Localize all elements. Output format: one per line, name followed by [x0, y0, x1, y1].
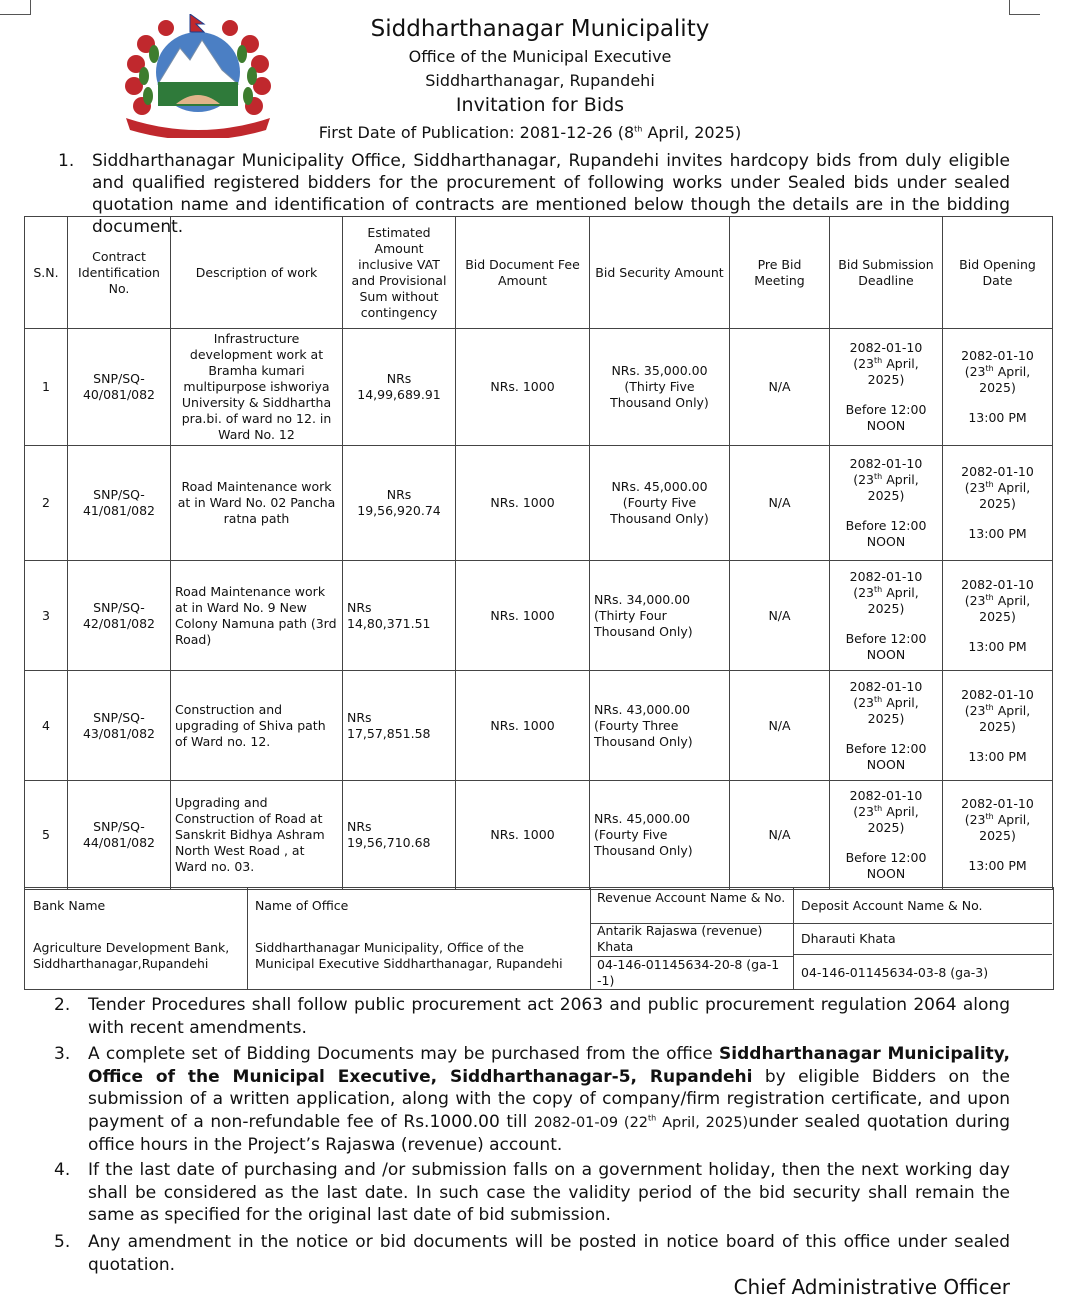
date-line: 2082-01-10 (23th April, 2025) — [961, 348, 1034, 395]
cell-sn: 1 — [25, 329, 68, 446]
header-description: Description of work — [171, 217, 343, 329]
cell-fee: NRs. 1000 — [456, 781, 590, 890]
municipality-title: Siddharthanagar Municipality — [370, 16, 710, 42]
cell-opening — [943, 671, 1053, 781]
date-line: 2082-01-10 (23th April, 2025) — [849, 340, 923, 387]
time-line: 13:00 PM — [968, 638, 1027, 654]
cell-contract: SNP/SQ-40/081/082 — [68, 329, 171, 446]
time-line: Before 12:00 NOON — [845, 740, 927, 772]
revenue-label: Revenue Account Name & No. — [597, 890, 786, 905]
publication-date: First Date of Publication: 2081-12-26 (8th April, 2025) — [318, 123, 742, 142]
header-opening: Bid Opening Date — [943, 217, 1053, 329]
divider — [793, 888, 794, 989]
cell-opening — [943, 329, 1053, 446]
bank-name: Agriculture Development Bank, Siddharthanagar,Rupandehi — [33, 940, 230, 971]
divider — [590, 888, 591, 989]
deposit-label: Deposit Account Name & No. — [801, 898, 983, 913]
cell-fee: NRs. 1000 — [456, 446, 590, 561]
table-row — [25, 781, 1053, 890]
cell-estimate: NRs 17,57,851.58 — [343, 671, 456, 781]
time-line: 13:00 PM — [968, 748, 1027, 764]
cell-contract: SNP/SQ-41/081/082 — [68, 446, 171, 561]
cell-deadline — [830, 671, 943, 781]
time-line: 13:00 PM — [968, 410, 1027, 425]
time-line: Before 12:00 NOON — [845, 630, 927, 662]
cell-description: Road Maintenance work at in Ward No. 9 New Colony Namuna path (3rd Road) — [171, 561, 343, 671]
cell-description: Construction and upgrading of Shiva path of Ward no. 12. — [171, 671, 343, 781]
notice-heading: Invitation for Bids — [455, 94, 625, 116]
cell-contract: SNP/SQ-44/081/082 — [68, 781, 171, 890]
paragraph-number: 1. — [58, 151, 75, 171]
date-line: 2082-01-10 (23th April, 2025) — [849, 678, 923, 726]
bids-table — [24, 216, 1053, 890]
paragraph-number: 4. — [54, 1160, 71, 1180]
cell-opening — [943, 781, 1053, 890]
bank-details — [24, 887, 1054, 990]
cell-sn: 3 — [25, 561, 68, 671]
time-line: 13:00 PM — [968, 526, 1027, 541]
cell-sn: 4 — [25, 671, 68, 781]
cell-description: Infrastructure development work at Bramha kumari multipurpose ishworiya University & Siddhartha pra.bi. of ward no 12. in Ward No. 12 — [171, 329, 343, 446]
cell-deadline — [830, 781, 943, 890]
header-security: Bid Security Amount — [590, 217, 730, 329]
paragraph-3 — [54, 1043, 1010, 1157]
paragraph-4 — [54, 1159, 1010, 1227]
cell-estimate: NRs 19,56,710.68 — [343, 781, 456, 890]
cell-fee: NRs. 1000 — [456, 329, 590, 446]
cell-contract: SNP/SQ-42/081/082 — [68, 561, 171, 671]
cell-prebid: N/A — [730, 671, 830, 781]
paragraph-number: 3. — [54, 1044, 71, 1064]
paragraph-text: If the last date of purchasing and /or submission falls on a government holiday, then the next working day shall be considered as the last date. In such case the validity period of the bid security shall remain the same as specified for the original last date of bid submission. — [88, 1160, 1010, 1225]
date-line: 2082-01-10 (23th April, 2025) — [961, 796, 1034, 843]
table-row — [25, 446, 1053, 561]
cell-prebid: N/A — [730, 781, 830, 890]
time-line: Before 12:00 NOON — [845, 518, 927, 549]
cell-contract: SNP/SQ-43/081/082 — [68, 671, 171, 781]
paragraph-5 — [54, 1231, 1010, 1276]
time-line: Before 12:00 NOON — [845, 402, 927, 433]
deposit-account-name: Dharauti Khata — [801, 931, 896, 946]
cell-opening — [943, 446, 1053, 561]
divider — [793, 954, 1052, 955]
paragraph-number: 5. — [54, 1232, 71, 1252]
table-header-row — [25, 217, 1053, 329]
revenue-account-no: 04-146-01145634-20-8 (ga-1 -1) — [597, 957, 780, 988]
header-prebid: Pre Bid Meeting — [730, 217, 830, 329]
header-contract: Contract Identification No. — [68, 217, 171, 329]
date-line: 2082-01-10 (23th April, 2025) — [849, 456, 923, 503]
header-deadline: Bid Submission Deadline — [830, 217, 943, 329]
table-row — [25, 671, 1053, 781]
cell-security: NRs. 45,000.00 (Fourty Five Thousand Only) — [590, 781, 730, 890]
header-fee: Bid Document Fee Amount — [456, 217, 590, 329]
date-line: 2082-01-10 (23th April, 2025) — [849, 788, 923, 835]
paragraph-text: Any amendment in the notice or bid documents will be posted in notice board of this office under sealed quotation. — [88, 1232, 1010, 1275]
deposit-account-no: 04-146-01145634-03-8 (ga-3) — [801, 965, 989, 980]
paragraph-text: A complete set of Bidding Documents may be purchased from the office Siddharthanagar Municipality, Office of the Municipal Executive, Siddharthanagar-5, Rupandehi by eligible Bidders on the submission of a written application, along with the copy of company/firm registration certificate, and upon payment of a non-refundable fee of Rs.1000.00 till 2082-01-09 (22th April, 2025)under sealed quotation during office hours in the Project’s Rajaswa (revenue) account. — [88, 1044, 1010, 1155]
signature-title: Chief Administrative Officer — [733, 1275, 1010, 1299]
cell-description: Upgrading and Construction of Road at Sanskrit Bidhya Ashram North West Road , at Ward no. 03. — [171, 781, 343, 890]
cell-security: NRs. 43,000.00 (Fourty Three Thousand Only) — [590, 671, 730, 781]
cell-prebid: N/A — [730, 446, 830, 561]
paragraph-number: 2. — [54, 995, 71, 1015]
cell-prebid: N/A — [730, 329, 830, 446]
header-estimate: Estimated Amount inclusive VAT and Provisional Sum without contingency — [343, 217, 456, 329]
date-line: 2082-01-10 (23th April, 2025) — [961, 686, 1034, 734]
cell-description: Road Maintenance work at in Ward No. 02 Pancha ratna path — [171, 446, 343, 561]
bank-name-label: Bank Name — [33, 898, 106, 913]
cell-prebid: N/A — [730, 561, 830, 671]
nepal-emblem-logo — [118, 14, 278, 138]
cell-deadline — [830, 329, 943, 446]
cell-security: NRs. 45,000.00 (Fourty Five Thousand Only) — [590, 446, 730, 561]
office-address: Siddharthanagar, Rupandehi — [425, 71, 655, 90]
date-line: 2082-01-10 (23th April, 2025) — [961, 576, 1034, 624]
time-line: 13:00 PM — [968, 858, 1027, 873]
office-label: Name of Office — [255, 898, 349, 913]
cell-deadline — [830, 561, 943, 671]
cell-opening — [943, 561, 1053, 671]
office-name-value: Siddharthanagar Municipality, Office of the Municipal Executive Siddharthanagar, Rupandehi — [255, 940, 563, 971]
time-line: Before 12:00 NOON — [845, 850, 927, 881]
cell-security: NRs. 34,000.00 (Thirty Four Thousand Only) — [590, 561, 730, 671]
table-row — [25, 561, 1053, 671]
cell-estimate: NRs 19,56,920.74 — [343, 446, 456, 561]
cell-deadline — [830, 446, 943, 561]
cell-security: NRs. 35,000.00 (Thirty Five Thousand Only) — [590, 329, 730, 446]
cell-estimate: NRs 14,99,689.91 — [343, 329, 456, 446]
revenue-account-name: Antarik Rajaswa (revenue) Khata — [597, 923, 763, 954]
cell-sn: 2 — [25, 446, 68, 561]
cell-fee: NRs. 1000 — [456, 561, 590, 671]
date-line: 2082-01-10 (23th April, 2025) — [961, 464, 1034, 511]
cell-fee: NRs. 1000 — [456, 671, 590, 781]
cell-sn: 5 — [25, 781, 68, 890]
header-sn: S.N. — [25, 217, 68, 329]
office-name: Office of the Municipal Executive — [408, 47, 672, 66]
paragraph-text: Tender Procedures shall follow public procurement act 2063 and public procurement regulation 2064 along with recent amendments. — [88, 995, 1010, 1038]
cell-estimate: NRs 14,80,371.51 — [343, 561, 456, 671]
date-line: 2082-01-10 (23th April, 2025) — [849, 568, 923, 616]
paragraph-2 — [54, 994, 1010, 1039]
divider — [247, 888, 248, 989]
page-corner-left — [0, 0, 31, 15]
table-row — [25, 329, 1053, 446]
paragraph-text: Siddharthanagar Municipality Office, Siddharthanagar, Rupandehi invites hardcopy bids from duly eligible and qualified registered bidders for the procurement of following works under Sealed bids under sealed quotation name and identification of contracts are mentioned below though the details are in the bidding document. — [92, 151, 1010, 237]
page-corner-right — [1009, 0, 1040, 15]
